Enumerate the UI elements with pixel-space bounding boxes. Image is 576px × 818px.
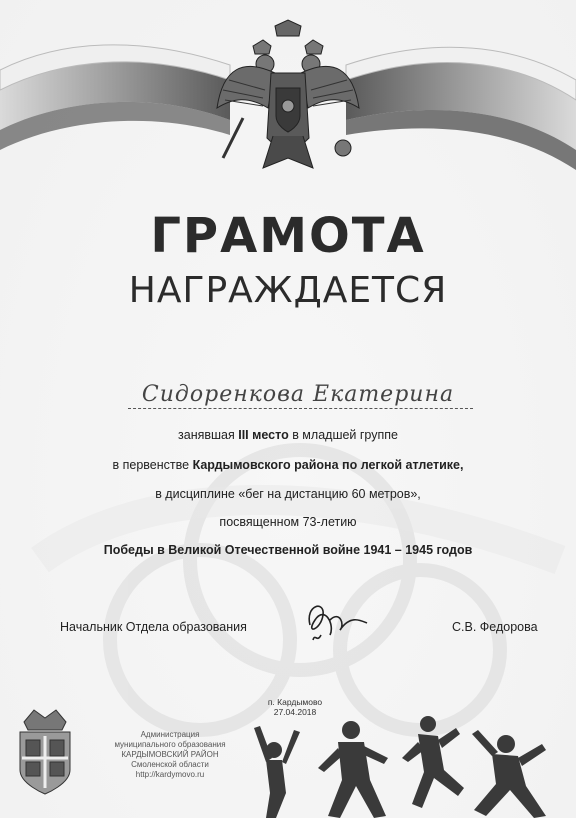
place-name: п. Кардымово	[267, 697, 323, 707]
discipline-line: в дисциплине «бег на дистанцию 60 метров»,	[155, 487, 421, 501]
stamp-line-5: http://kardymovo.ru	[135, 770, 205, 779]
achievement-post: в младшей группе	[288, 428, 398, 442]
stamp-line-2: муниципального образования	[114, 740, 226, 749]
administration-stamp	[70, 730, 270, 780]
recipient-underline	[128, 408, 473, 409]
certificate-subtitle: НАГРАЖДАЕТСЯ	[128, 270, 448, 311]
stamp-line-4: Смоленской области	[131, 760, 209, 769]
stamp-line-1: Администрация	[140, 730, 200, 739]
issue-date: 27.04.2018	[273, 707, 317, 717]
recipient-name: Сидоренкова Екатерина	[141, 382, 455, 407]
certificate-title: ГРАМОТА	[150, 208, 426, 264]
achievement-line	[0, 428, 576, 442]
running-silhouettes-icon	[246, 698, 566, 818]
achievement-pre: занявшая	[178, 428, 239, 442]
competition-name: Кардымовского района по легкой атлетике,	[192, 458, 464, 472]
signature-icon	[295, 595, 375, 645]
stamp-line-3: КАРДЫМОВСКИЙ РАЙОН	[121, 750, 219, 759]
kardymovo-coat-of-arms	[14, 708, 76, 798]
signer-title: Начальник Отдела образования	[60, 620, 247, 634]
double-headed-eagle-emblem	[213, 18, 363, 188]
dedication-line: посвященном 73-летию	[219, 515, 357, 529]
victory-line: Победы в Великой Отечественной войне 1941 – 1945 годов	[103, 543, 473, 557]
achievement-place: III место	[238, 428, 289, 442]
competition-pre: в первенстве	[112, 458, 193, 472]
signer-name: С.В. Федорова	[452, 620, 538, 634]
competition-line	[0, 458, 576, 472]
